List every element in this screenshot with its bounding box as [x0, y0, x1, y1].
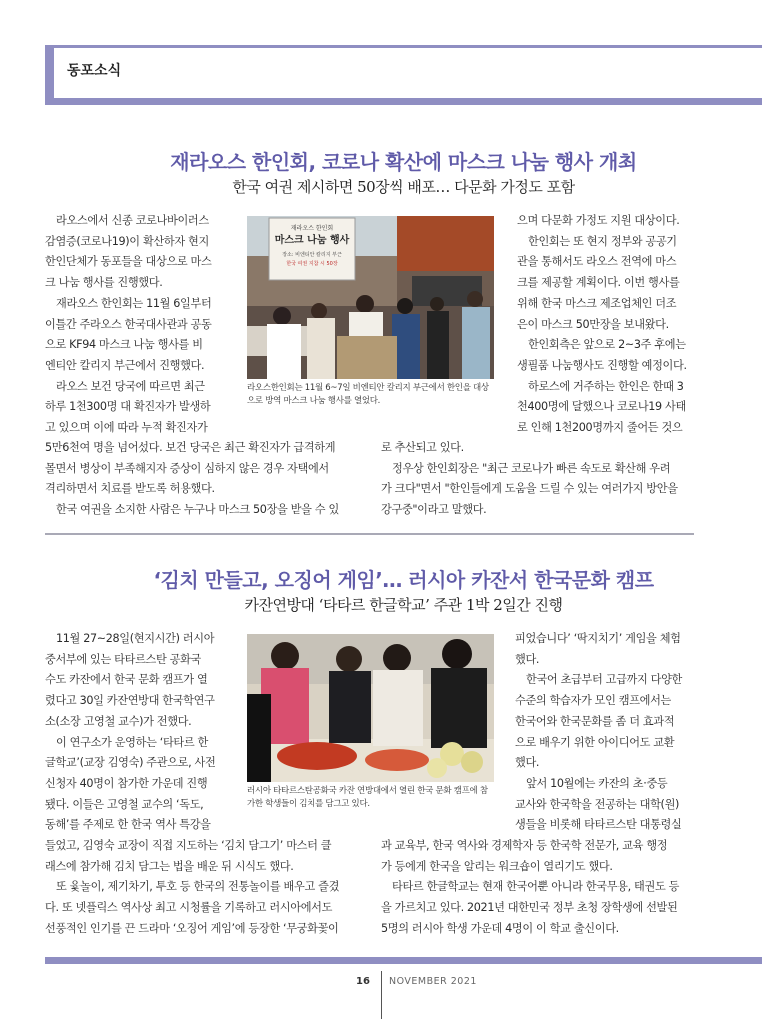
- text-line: 강구중"이라고 말했다.: [381, 503, 487, 517]
- section-label: 동포소식: [67, 63, 122, 79]
- text-line: 라오스 보건 당국에 따르면 최근: [56, 379, 205, 393]
- text-line: 이 연구소가 운영하는 ‘타타르 한: [56, 735, 208, 749]
- text-line: 몰면서 병상이 부족해지자 증상이 심하지 않은 경우 자택에서: [45, 461, 329, 475]
- text-line: 타타르 한글학교는 현재 한국어뿐 아니라 한국무용, 태권도 등: [392, 880, 680, 894]
- sign-line: 장소: 비엔티안 칼리지 부근: [282, 252, 342, 258]
- article2-wide-left: [45, 836, 375, 940]
- article1-wide-right: [381, 438, 699, 521]
- caption-line: 가한 학생들이 김치를 담그고 있다.: [247, 799, 370, 809]
- text-line: 소(소장 고영철 교수)가 전했다.: [45, 714, 192, 728]
- text-line: 5만6천여 명을 넘어섰다. 보건 당국은 최근 확진자가 급격하게: [45, 441, 336, 454]
- text-line: 크 나눔 행사를 진행했다.: [45, 276, 163, 290]
- text-line: 앞서 10월에는 카잔의 초·중등: [526, 776, 668, 790]
- text-line: 수도 카잔에서 한국 문화 캠프가 열: [45, 673, 208, 687]
- sign-line: 마스크 나눔 행사: [274, 235, 350, 246]
- text-line: 다. 또 넷플릭스 역사상 최고 시청률을 기록하고 러시아에서도: [45, 901, 333, 915]
- page-number: 16: [356, 976, 370, 987]
- caption-line: 라오스한인회는 11월 6~7일 비엔티안 칼리지 부근에서 한인을 대상: [247, 383, 489, 393]
- article2-caption: [247, 785, 497, 811]
- text-line: 교사와 한국학을 전공하는 대학(원): [515, 797, 680, 811]
- text-line: 엔티안 칼리지 부근에서 진행했다.: [45, 358, 205, 372]
- text-line: 고 있으며 이에 따라 누적 확진자가: [45, 421, 208, 435]
- article-divider: [45, 533, 694, 535]
- text-line: 한국어와 한국문화를 좀 더 효과적: [515, 714, 675, 728]
- footer-bar: [45, 957, 762, 964]
- text-line: 됐다. 이들은 고영철 교수의 ‘독도,: [45, 797, 204, 811]
- text-line: 선풍적인 인기를 끈 드라마 ‘오징어 게임’에 등장한 ‘무궁화꽃이: [45, 921, 339, 935]
- text-line: 하로스에 거주하는 한인은 한때 3: [528, 379, 684, 393]
- text-line: 로 인해 1천200명까지 줄어든 것으: [517, 421, 683, 435]
- article1-column1: [45, 211, 240, 439]
- text-line: 과 교육부, 한국 역사와 경제학자 등 한국학 전문가, 교육 행정: [381, 839, 668, 852]
- text-line: 라오스에서 신종 코로나바이러스: [56, 214, 209, 227]
- section-header: [45, 45, 762, 105]
- caption-line: 으로 방역 마스크 나눔 행사를 열었다.: [247, 396, 381, 406]
- text-line: 신청자 40명이 참가한 가운데 진행: [45, 776, 208, 790]
- text-line: 이틀간 주라오스 한국대사관과 공동: [45, 317, 212, 331]
- issue-date: NOVEMBER 2021: [389, 976, 477, 987]
- caption-line: 러시아 타타르스탄공화국 카잔 연방대에서 열린 한국 문화 캠프에 참: [247, 786, 488, 796]
- article2-wide-right: [381, 836, 699, 940]
- text-line: 들었고, 김영숙 교장이 직접 지도하는 ‘김치 담그기’ 마스터 클: [45, 839, 332, 852]
- text-line: 가 등에게 한국을 알리는 워크숍이 열리기도 했다.: [381, 859, 613, 873]
- text-line: 크를 제공할 계획이다. 이번 행사를: [517, 276, 680, 290]
- text-line: 생필품 나눔행사도 진행할 예정이다.: [517, 358, 687, 372]
- text-line: 은이 마스크 50만장을 보내왔다.: [517, 317, 669, 331]
- article1-subtitle: 한국 여권 제시하면 50장씩 배포… 다문화 가정도 포함: [232, 178, 575, 196]
- text-line: 재라오스 한인회는 11월 6일부터: [56, 296, 212, 310]
- article1-caption: [247, 382, 497, 408]
- text-line: 한국 여권을 소지한 사람은 누구나 마스크 50장을 받을 수 있: [56, 503, 339, 517]
- article1-title: 재라오스 한인회, 코로나 확산에 마스크 나눔 행사 개최: [170, 150, 637, 174]
- text-line: 또 윷놀이, 제기차기, 투호 등 한국의 전통놀이를 배우고 즐겼: [56, 880, 340, 894]
- text-line: 관을 통해서도 라오스 전역에 마스: [517, 255, 677, 269]
- text-line: 을 가르치고 있다. 2021년 대한민국 정부 초청 장학생에 선발된: [381, 901, 678, 915]
- article1-wide-left: [45, 438, 375, 521]
- article2-subtitle: 카잔연방대 ‘타타르 한글학교’ 주관 1박 2일간 진행: [244, 596, 563, 614]
- text-line: 하루 1천300명 대 확진자가 발생하: [45, 400, 211, 414]
- article2-photo: [247, 634, 494, 782]
- sign-line: 재라오스 한인회: [290, 225, 334, 232]
- article1-column3: [517, 211, 697, 439]
- article2-column1: [45, 629, 240, 836]
- text-line: 래스에 참가해 김치 담그는 법을 배운 뒤 시식도 했다.: [45, 859, 294, 873]
- text-line: 격리하면서 치료를 받도록 허용했다.: [45, 482, 215, 496]
- text-line: 로 추산되고 있다.: [381, 441, 464, 454]
- text-line: 한인회는 또 현지 정부와 공공기: [528, 234, 677, 248]
- sign-line: 한국 여권 지참 시 50장: [286, 261, 338, 267]
- text-line: 동해’를 주제로 한 한국 역사 특강을: [45, 818, 211, 832]
- text-line: 11월 27~28일(현지시간) 러시아: [56, 632, 215, 645]
- text-line: 위해 한국 마스크 제조업체인 더조: [517, 296, 677, 310]
- footer-separator: [381, 971, 382, 1019]
- text-line: 글학교’(교장 김영숙) 주관으로, 사전: [45, 756, 216, 770]
- text-line: 생들을 비롯해 타타르스탄 대통령실: [515, 818, 682, 832]
- text-line: 수준의 학습자가 모인 캠프에서는: [515, 694, 672, 708]
- text-line: 가 크다"면서 "한인들에게 도움을 드릴 수 있는 여러가지 방안을: [381, 482, 678, 496]
- text-line: 렸다고 30일 카잔연방대 한국학연구: [45, 694, 215, 708]
- text-line: 한국어 초급부터 고급까지 다양한: [526, 673, 683, 687]
- text-line: 으며 다문화 가정도 지원 대상이다.: [517, 214, 680, 227]
- text-line: 했다.: [515, 756, 540, 770]
- text-line: 정우상 한인회장은 "최근 코로나가 빠른 속도로 확산해 우려: [392, 461, 671, 475]
- mask-event-photo: [247, 216, 494, 379]
- article2-title: ‘김치 만들고, 오징어 게임’… 러시아 카잔서 한국문화 캠프: [153, 568, 654, 592]
- text-line: 중서부에 있는 타타르스탄 공화국: [45, 652, 202, 666]
- text-line: 감염증(코로나19)이 확산하자 현지: [45, 234, 209, 248]
- text-line: 으로 KF94 마스크 나눔 행사를 비: [45, 338, 203, 352]
- text-line: 한인단체가 동포들을 대상으로 마스: [45, 255, 212, 269]
- article1-photo: [247, 216, 494, 379]
- text-line: 5명의 러시아 학생 가운데 4명이 이 학교 출신이다.: [381, 921, 619, 935]
- text-line: 천400명에 달했으나 코로나19 사태: [517, 400, 686, 414]
- kimchi-camp-photo: [247, 634, 494, 782]
- text-line: 했다.: [515, 652, 540, 666]
- text-line: 피었습니다’ ‘딱지치기’ 게임을 체험: [515, 632, 681, 645]
- text-line: 으로 배우기 위한 아이디어도 교환: [515, 735, 675, 749]
- text-line: 한인회측은 앞으로 2~3주 후에는: [528, 338, 686, 352]
- article2-column3: [515, 629, 697, 836]
